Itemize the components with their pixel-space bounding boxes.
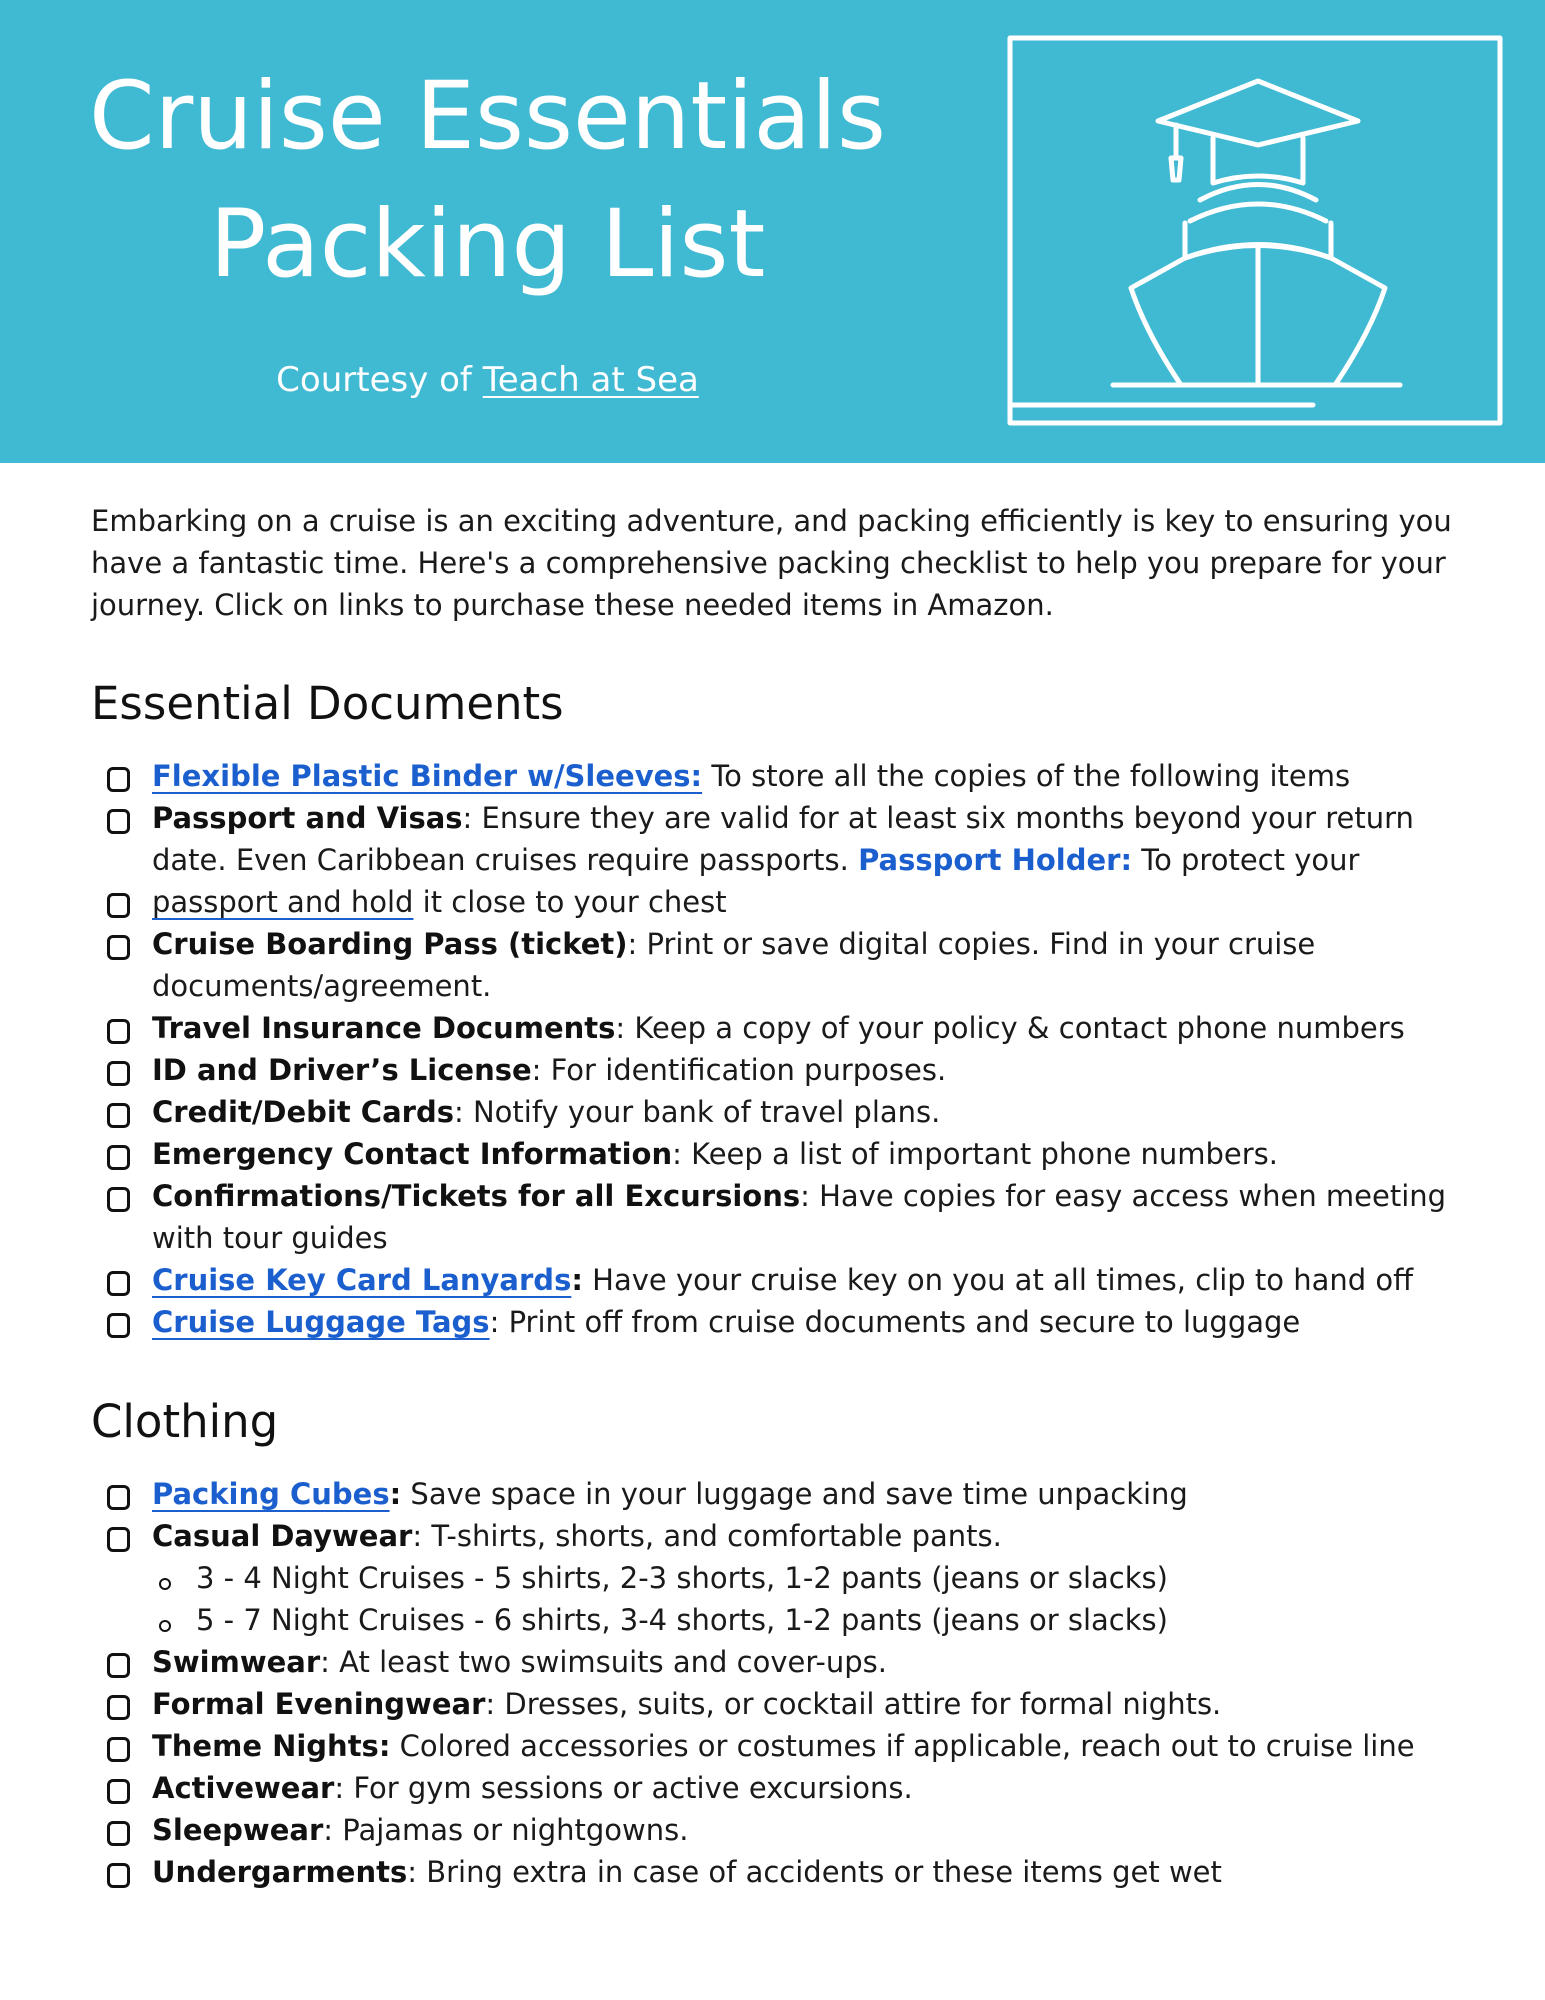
binder-link[interactable]: Flexible Plastic Binder w/Sleeves: <box>152 759 703 793</box>
item-name: Activewear <box>152 1771 335 1805</box>
list-item <box>103 1301 1453 1343</box>
item-name: Casual Daywear <box>152 1519 413 1553</box>
item-text: : At least two swimsuits and cover-ups. <box>320 1645 887 1679</box>
list-item <box>103 1175 1453 1259</box>
list-item <box>103 1725 1453 1767</box>
item-name: Emergency Contact Information <box>152 1137 673 1171</box>
list-item <box>103 797 1453 881</box>
item-name: Sleepwear <box>152 1813 324 1847</box>
checkbox[interactable] <box>107 1527 130 1552</box>
checkbox[interactable] <box>107 1313 130 1338</box>
item-text: : T-shirts, shorts, and comfortable pants. <box>412 1519 1002 1553</box>
passport-holder-label: Passport Holder: <box>858 843 1133 877</box>
item-colon: : <box>571 1263 583 1297</box>
list-item <box>103 1515 1453 1557</box>
sub-list-item <box>103 1599 1453 1641</box>
list-item <box>103 1767 1453 1809</box>
intro-paragraph: Embarking on a cruise is an exciting adventure, and packing efficiently is key to ensuring you have a fantastic time. Here's a comprehensive packing checklist to help you prepare for your journey. Click on links to purchase these needed items in Amazon. <box>91 504 1452 622</box>
item-name: Cruise Boarding Pass (ticket) <box>152 927 628 961</box>
list-item <box>103 1641 1453 1683</box>
item-name: Passport and Visas <box>152 801 463 835</box>
checkbox[interactable] <box>107 1695 130 1720</box>
courtesy-line <box>0 358 975 402</box>
item-name: Swimwear <box>152 1645 321 1679</box>
checkbox[interactable] <box>107 893 130 918</box>
item-colon: : <box>389 1477 402 1511</box>
checkbox[interactable] <box>107 1779 130 1804</box>
list-item <box>103 1809 1453 1851</box>
page-title-line-1: Cruise Essentials <box>88 62 887 171</box>
checkbox[interactable] <box>107 1737 130 1762</box>
checkbox[interactable] <box>107 1187 130 1212</box>
item-text: Have your cruise key on you at all times, clip to hand off <box>582 1263 1414 1297</box>
section-title-documents: Essential Documents <box>91 677 564 730</box>
item-text: To protect your <box>1132 843 1360 877</box>
list-item <box>103 881 1453 923</box>
checkbox[interactable] <box>107 1019 130 1044</box>
checkbox[interactable] <box>107 1145 130 1170</box>
luggage-tags-link[interactable]: Cruise Luggage Tags <box>152 1305 490 1339</box>
page-title-line-2: Packing List <box>209 190 766 299</box>
checkbox[interactable] <box>107 767 130 792</box>
cruise-ship-graduation-cap-icon <box>1005 33 1505 428</box>
lanyards-link[interactable]: Cruise Key Card Lanyards <box>152 1263 572 1297</box>
item-name: ID and Driver’s License <box>152 1053 532 1087</box>
item-text: : For gym sessions or active excursions. <box>334 1771 913 1805</box>
checkbox[interactable] <box>107 1271 130 1296</box>
passport-holder-link[interactable]: passport and hold <box>152 885 414 919</box>
item-text: Colored accessories or costumes if applicable, reach out to cruise line <box>390 1729 1415 1763</box>
sub-item-text: 3 - 4 Night Cruises - 5 shirts, 2-3 shorts, 1-2 pants (jeans or slacks) <box>196 1561 1168 1595</box>
item-text: : Bring extra in case of accidents or these items get wet <box>407 1855 1222 1889</box>
list-item <box>103 1049 1453 1091</box>
clothing-checklist <box>103 1473 1453 1893</box>
checkbox[interactable] <box>107 1863 130 1888</box>
item-text: : Have copies for easy access when meeting with tour guides <box>152 1179 1447 1255</box>
item-text: : Keep a copy of your policy & contact phone numbers <box>615 1011 1405 1045</box>
list-item <box>103 1473 1453 1515</box>
item-text: : Ensure they are valid for at least six months beyond your return date. Even Caribbean cruises require passports. <box>152 801 1414 877</box>
list-item <box>103 1007 1453 1049</box>
list-item <box>103 1851 1453 1893</box>
documents-checklist <box>103 755 1453 1343</box>
checkbox[interactable] <box>107 1061 130 1086</box>
checkbox[interactable] <box>107 935 130 960</box>
list-item <box>103 1133 1453 1175</box>
circle-bullet-icon <box>159 1620 171 1632</box>
circle-bullet-icon <box>159 1578 171 1590</box>
item-text: : Pajamas or nightgowns. <box>323 1813 689 1847</box>
teach-at-sea-link[interactable]: Teach at Sea <box>482 360 699 400</box>
item-text: To store all the copies of the following items <box>702 759 1351 793</box>
sub-list-item <box>103 1557 1453 1599</box>
courtesy-prefix: Courtesy of <box>276 360 483 400</box>
section-title-clothing: Clothing <box>91 1395 279 1448</box>
item-name: Credit/Debit Cards <box>152 1095 454 1129</box>
list-item <box>103 755 1453 797</box>
item-name: Confirmations/Tickets for all Excursions <box>152 1179 801 1213</box>
item-text: Save space in your luggage and save time unpacking <box>401 1477 1188 1511</box>
packing-cubes-link[interactable]: Packing Cubes <box>152 1477 390 1511</box>
item-text: it close to your chest <box>413 885 727 919</box>
item-text: : Print or save digital copies. Find in your cruise documents/agreement. <box>152 927 1316 1003</box>
sub-item-text: 5 - 7 Night Cruises - 6 shirts, 3-4 shorts, 1-2 pants (jeans or slacks) <box>196 1603 1168 1637</box>
header-banner <box>0 0 1545 463</box>
item-text: : Keep a list of important phone numbers. <box>672 1137 1278 1171</box>
list-item <box>103 1683 1453 1725</box>
list-item <box>103 1091 1453 1133</box>
item-text: : Notify your bank of travel plans. <box>453 1095 941 1129</box>
item-name: Travel Insurance Documents <box>152 1011 616 1045</box>
item-name: Formal Eveningwear <box>152 1687 486 1721</box>
item-name: Theme Nights: <box>152 1729 391 1763</box>
checkbox[interactable] <box>107 1821 130 1846</box>
item-text: : Dresses, suits, or cocktail attire for formal nights. <box>485 1687 1222 1721</box>
list-item <box>103 923 1453 1007</box>
item-text: : For identification purposes. <box>531 1053 947 1087</box>
item-name: Undergarments <box>152 1855 408 1889</box>
checkbox[interactable] <box>107 809 130 834</box>
checkbox[interactable] <box>107 1653 130 1678</box>
checkbox[interactable] <box>107 1485 130 1510</box>
item-text: : Print off from cruise documents and secure to luggage <box>489 1305 1301 1339</box>
checkbox[interactable] <box>107 1103 130 1128</box>
list-item <box>103 1259 1453 1301</box>
